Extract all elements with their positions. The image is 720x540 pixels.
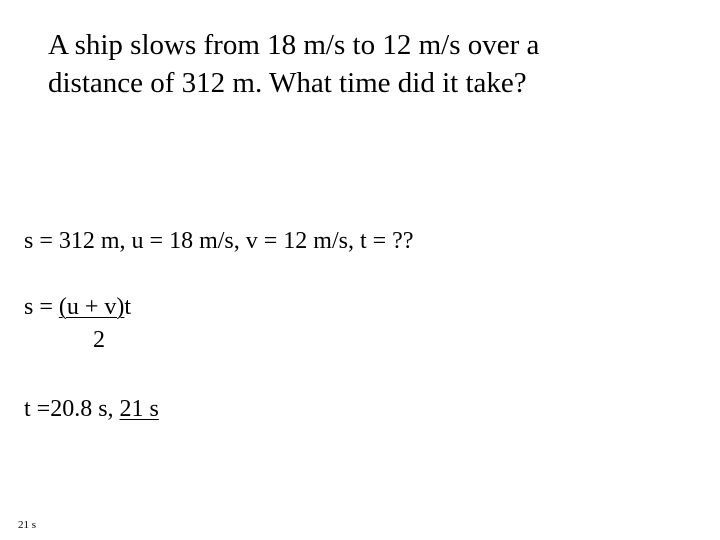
formula-suffix: t bbox=[124, 294, 132, 320]
answer-prefix: t =20.8 s, bbox=[24, 396, 120, 422]
question-text: A ship slows from 18 m/s to 12 m/s over a distance of 312 m. What time did it take? bbox=[48, 29, 540, 99]
formula-line bbox=[24, 292, 131, 322]
footer-note: 21 s bbox=[18, 519, 37, 531]
given-values: s = 312 m, u = 18 m/s, v = 12 m/s, t = ?? bbox=[24, 228, 414, 254]
formula-prefix: s = bbox=[24, 294, 59, 320]
answer-line bbox=[24, 394, 159, 424]
formula-denominator: 2 bbox=[93, 327, 105, 353]
formula-numerator: (u + v) bbox=[58, 294, 125, 320]
answer-rounded: 21 s bbox=[119, 396, 159, 422]
